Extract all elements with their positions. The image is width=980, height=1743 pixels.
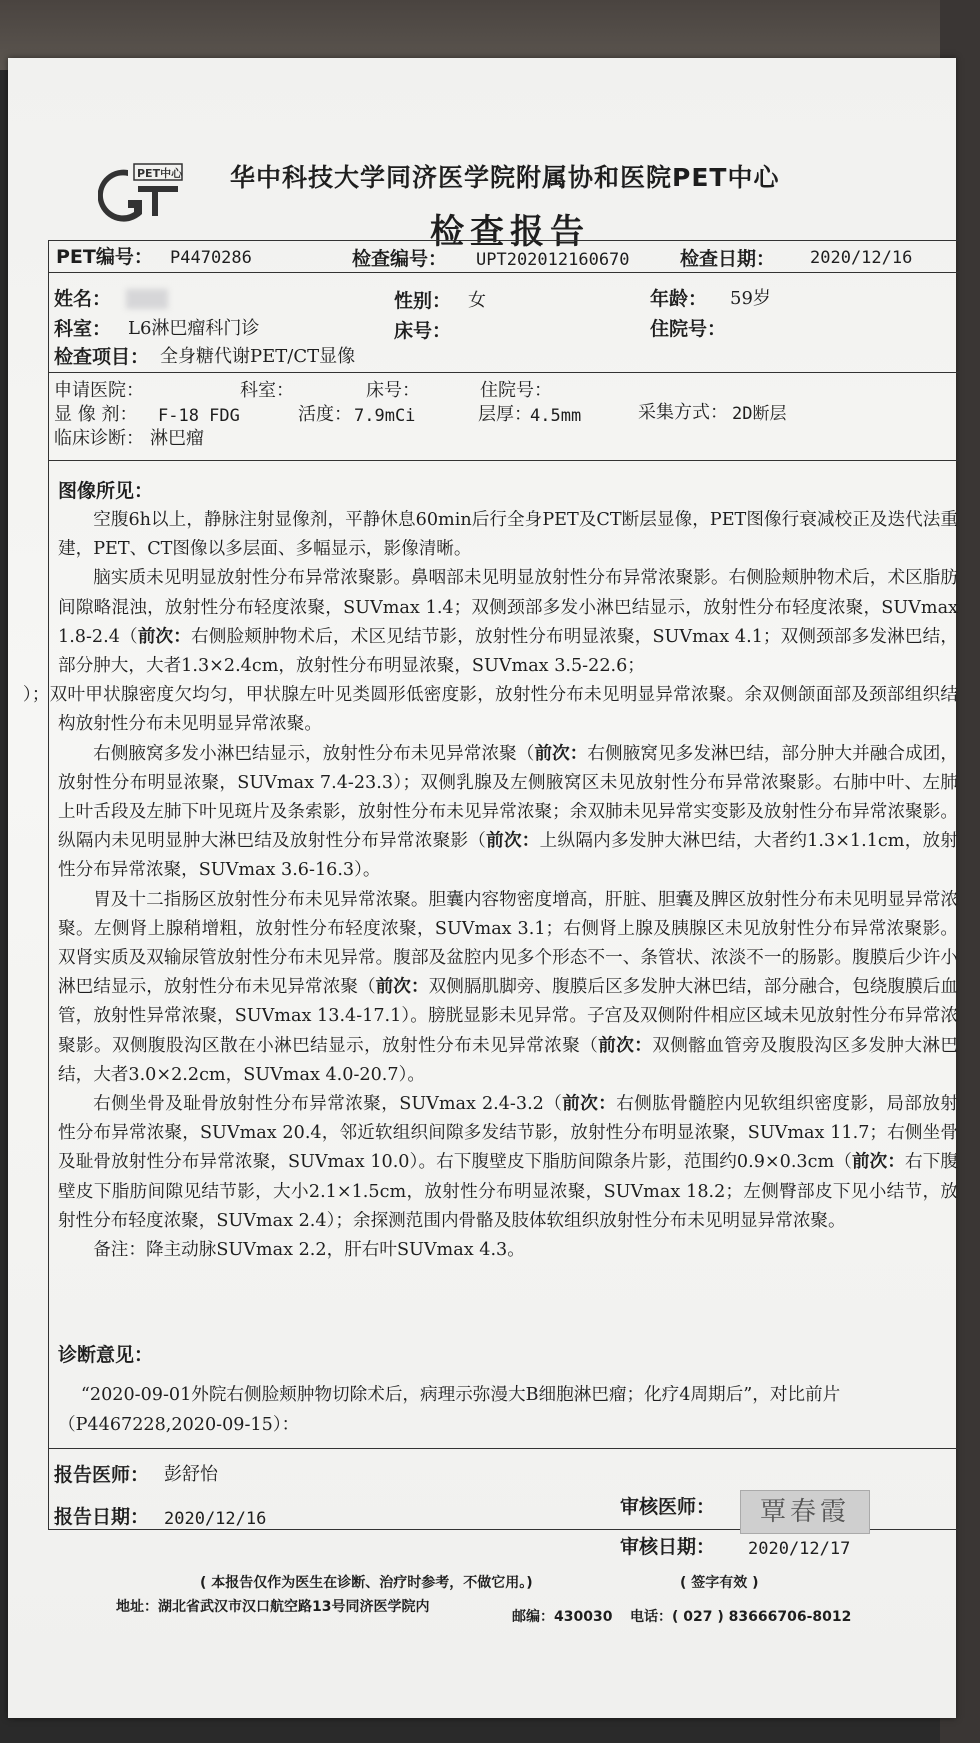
findings-paragraph: 右侧腋窝多发小淋巴结显示，放射性分布未见异常浓聚（前次：右侧腋窝见多发淋巴结，部分肿大并融合成团，放射性分布明显浓聚，SUVmax 7.4-23.3）；双侧乳腺及左侧腋窝区未见放射性分布异常浓聚影。右肺中叶、左肺上叶舌段及左肺下叶见斑片及条索影，放射性分布未见异常浓聚；余双肺未见异常实变影及放射性分布异常浓聚影。纵隔内未见明显肿大淋巴结及放射性分布异常浓聚影（前次：上纵隔内多发肿大淋巴结，大者约1.3×1.1cm，放射性分布异常浓聚，SUVmax 3.6-16.3）。 — [58, 743, 958, 881]
exam-date-value: 2020/12/16 — [810, 248, 913, 268]
doctor-label: 报告医师： — [54, 1464, 150, 1486]
exam-no-value: UPT202012160670 — [476, 250, 630, 270]
svg-text:PET中心: PET中心 — [137, 167, 183, 180]
clinical-label: 临床诊断： — [54, 428, 144, 449]
sex-value: 女 — [468, 290, 486, 311]
mode-label: 采集方式： — [638, 402, 728, 423]
findings-paragraph: 空腹6h以上，静脉注射显像剂，平静休息60min后行全身PET及CT断层显像，PET图像行衰减校正及迭代法重建，PET、CT图像以多层面、多幅显示，影像清晰。 — [58, 510, 958, 560]
review-date-value: 2020/12/17 — [748, 1539, 851, 1559]
clinical-value: 淋巴瘤 — [150, 428, 204, 449]
divider-signoff — [48, 1448, 960, 1449]
findings-heading: 图像所见： — [58, 480, 154, 502]
req-bed-label: 床号： — [366, 380, 420, 401]
reviewer-label: 审核医师： — [620, 1496, 716, 1518]
exam-item-label: 检查项目： — [54, 346, 150, 368]
doctor-name: 彭舒怡 — [164, 1464, 218, 1485]
divider-ids — [48, 272, 960, 273]
diagnosis-heading: 诊断意见： — [58, 1344, 154, 1366]
reviewer-signature: 覃春霞 — [740, 1490, 870, 1534]
report-title: 检查报告 — [430, 212, 590, 252]
report-date-value: 2020/12/16 — [164, 1509, 267, 1529]
agent-label: 显 像 剂： — [54, 404, 138, 425]
footer-phone: 电话：( 027 ) 83666706-8012 — [630, 1609, 852, 1625]
findings-paragraph: 脑实质未见明显放射性分布异常浓聚影。鼻咽部未见明显放射性分布异常浓聚影。右侧脸颊肿物术后，术区脂肪间隙略混浊，放射性分布轻度浓聚，SUVmax 1.4；双侧颈部多发小淋巴结显示，放射性分布轻度浓聚，SUVmax 1.8-2.4（前次：右侧脸颊肿物术后，术区见结节影，放射性分布明显浓聚，SUVmax 4.1；双侧颈部多发淋巴结，部分肿大，大者1.3×2.4cm，放射性分布明显浓聚，SUVmax 3.5-22.6； ）；双叶甲状腺密度欠均匀，甲状腺左叶见类圆形低密度影，放射性分布未见明显异常浓聚。余双侧颌面部及颈部组织结构放射性分布未见明显异常浓聚。 — [22, 568, 958, 735]
findings-paragraph: 右侧坐骨及耻骨放射性分布异常浓聚，SUVmax 2.4-3.2（前次：右侧肱骨髓腔内见软组织密度影，局部放射性分布异常浓聚，SUVmax 20.4，邻近软组织间隙多发结节影，放射性分布明显浓聚，SUVmax 11.7；右侧坐骨及耻骨放射性分布异常浓聚，SUVmax 10.0）。右下腹壁皮下脂肪间隙条片影，范围约0.9×0.3cm（前次：右下腹壁皮下脂肪间隙见结节影，大小2.1×1.5cm，放射性分布明显浓聚，SUVmax 18.2；左侧臀部皮下见小结节，放射性分布轻度浓聚，SUVmax 2.4）；余探测范围内骨骼及肢体软组织放射性分布未见明显异常浓聚。 — [58, 1094, 958, 1231]
req-admission-label: 住院号： — [480, 380, 552, 401]
review-date-label: 审核日期： — [620, 1536, 716, 1558]
exam-item-value: 全身糖代谢PET/CT显像 — [160, 346, 356, 367]
agent-value: F-18 FDG — [158, 406, 240, 426]
thickness-value: 4.5mm — [530, 406, 582, 426]
thickness-label: 层厚： — [478, 404, 532, 425]
name-redacted — [126, 288, 168, 310]
activity-label: 活度： — [298, 404, 352, 425]
name-label: 姓名： — [54, 288, 112, 310]
pet-no-label: PET编号： — [56, 246, 153, 268]
findings-remark: 备注：降主动脉SUVmax 2.2，肝右叶SUVmax 4.3。 — [93, 1240, 525, 1261]
bed-label: 床号： — [394, 320, 452, 342]
diagnosis-text: “2020-09-01外院右侧脸颊肿物切除术后，病理示弥漫大B细胞淋巴瘤；化疗4周期后”，对比前片（P4467228,2020-09-15）： — [58, 1385, 841, 1435]
req-dept-label: 科室： — [240, 380, 294, 401]
footer-address: 地址：湖北省武汉市汉口航空路13号同济医学院内 — [116, 1599, 430, 1615]
footer-note: ( 本报告仅作为医生在诊断、治疗时参考，不做它用。) — [200, 1575, 533, 1591]
findings-body — [22, 506, 958, 1265]
footer-postcode: 邮编：430030 — [512, 1609, 613, 1625]
admission-label: 住院号： — [650, 318, 727, 340]
divider-request — [48, 460, 960, 461]
footer-sign-valid: ( 签字有效 ) — [680, 1575, 759, 1591]
hospital-name: 华中科技大学同济医学院附属协和医院PET中心 — [230, 163, 780, 192]
sex-label: 性别： — [394, 290, 452, 312]
activity-value: 7.9mCi — [354, 406, 416, 426]
dept-label: 科室： — [54, 318, 112, 340]
exam-date-label: 检查日期： — [680, 248, 776, 270]
exam-no-label: 检查编号： — [352, 248, 448, 270]
divider-patient — [48, 372, 960, 373]
mode-value: 2D断层 — [732, 404, 787, 424]
age-label: 年龄： — [650, 288, 708, 310]
findings-paragraph: 胃及十二指肠区放射性分布未见异常浓聚。胆囊内容物密度增高，肝脏、胆囊及脾区放射性分布未见明显异常浓聚。左侧肾上腺稍增粗，放射性分布轻度浓聚，SUVmax 3.1；右侧肾上腺及胰腺区未见放射性分布异常浓聚影。双肾实质及双输尿管放射性分布未见异常。腹部及盆腔内见多个形态不一、条管状、浓淡不一的肠影。腹膜后少许小淋巴结显示，放射性分布未见异常浓聚（前次：双侧膈肌脚旁、腹膜后区多发肿大淋巴结，部分融合，包绕腹膜后血管，放射性异常浓聚，SUVmax 13.4-17.1）。膀胱显影未见异常。子宫及双侧附件相应区域未见放射性分布异常浓聚影。双侧腹股沟区散在小淋巴结显示，放射性分布未见异常浓聚（前次：双侧髂血管旁及腹股沟区多发肿大淋巴结，大者3.0×2.2cm，SUVmax 4.0-20.7）。 — [58, 889, 958, 1085]
req-hospital-label: 申请医院： — [54, 380, 144, 401]
dept-value: L6淋巴瘤科门诊 — [128, 318, 260, 339]
age-value: 59岁 — [730, 288, 771, 309]
report-date-label: 报告日期： — [54, 1506, 150, 1528]
pet-no-value: P4470286 — [170, 248, 252, 268]
